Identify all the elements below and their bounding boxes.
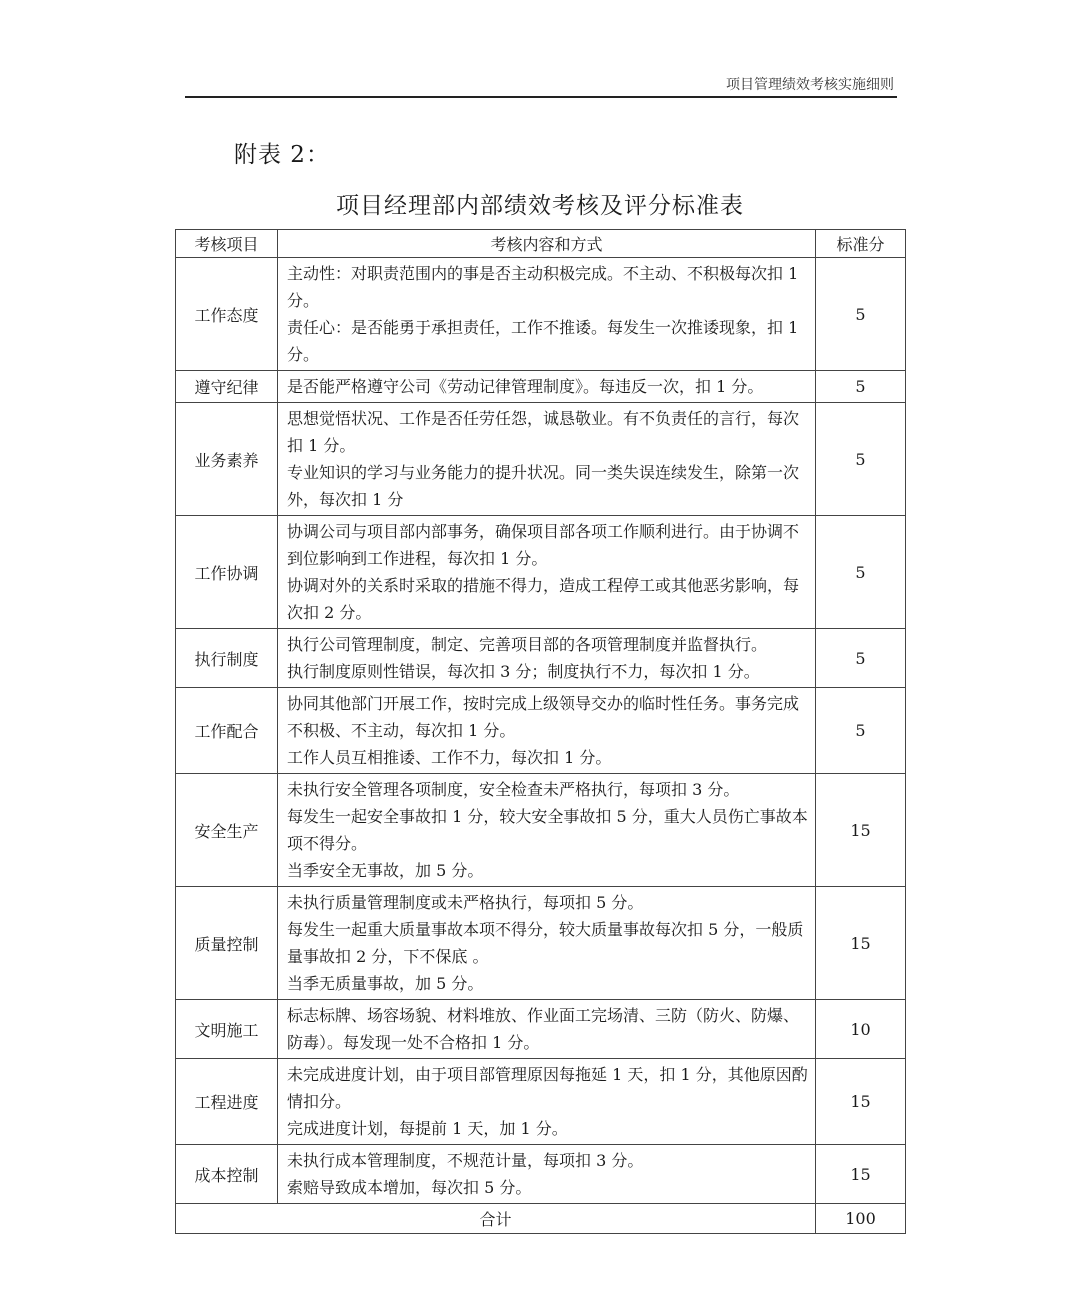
content-cell: 未执行安全管理各项制度，安全检查未严格执行，每项扣 3 分。 每发生一起安全事故扣 1 分，较大安全事故扣 5 分，重大人员伤亡事故本项不得分。 当季安全无事故，加 5 分。: [278, 774, 816, 887]
score-cell: 10: [816, 1000, 906, 1059]
header-rule: [185, 96, 897, 98]
item-cell: 文明施工: [176, 1000, 278, 1059]
content-cell: 是否能严格遵守公司《劳动记律管理制度》。每违反一次，扣 1 分。: [278, 371, 816, 403]
item-cell: 安全生产: [176, 774, 278, 887]
item-cell: 工作配合: [176, 688, 278, 774]
total-row: [176, 1204, 906, 1234]
table-row: [176, 1059, 906, 1145]
score-cell: 5: [816, 258, 906, 371]
table-row: [176, 516, 906, 629]
column-header-item: 考核项目: [176, 230, 278, 258]
content-cell: 标志标牌、场容场貌、材料堆放、作业面工完场清、三防（防火、防爆、防毒）。每发现一处不合格扣 1 分。: [278, 1000, 816, 1059]
table-row: [176, 1145, 906, 1204]
content-cell: 未完成进度计划，由于项目部管理原因每拖延 1 天，扣 1 分，其他原因酌情扣分。 完成进度计划，每提前 1 天，加 1 分。: [278, 1059, 816, 1145]
item-cell: 工程进度: [176, 1059, 278, 1145]
content-cell: 未执行质量管理制度或未严格执行，每项扣 5 分。 每发生一起重大质量事故本项不得分，较大质量事故每次扣 5 分，一般质量事故扣 2 分，下不保底 。 当季无质量事故，加 5 分。: [278, 887, 816, 1000]
score-cell: 15: [816, 887, 906, 1000]
item-cell: 业务素养: [176, 403, 278, 516]
total-label: 合计: [176, 1204, 816, 1234]
content-cell: 执行公司管理制度，制定、完善项目部的各项管理制度并监督执行。 执行制度原则性错误，每次扣 3 分；制度执行不力，每次扣 1 分。: [278, 629, 816, 688]
table-row: [176, 371, 906, 403]
column-header-score: 标准分: [816, 230, 906, 258]
item-cell: 工作态度: [176, 258, 278, 371]
running-header: 项目管理绩效考核实施细则: [726, 77, 894, 93]
score-cell: 15: [816, 1059, 906, 1145]
table-header-row: [176, 230, 906, 258]
content-cell: 协调公司与项目部内部事务，确保项目部各项工作顺利进行。由于协调不到位影响到工作进程，每次扣 1 分。 协调对外的关系时采取的措施不得力，造成工程停工或其他恶劣影响，每次扣 2 分。: [278, 516, 816, 629]
table-row: [176, 887, 906, 1000]
item-cell: 质量控制: [176, 887, 278, 1000]
content-cell: 思想觉悟状况、工作是否任劳任怨，诚恳敬业。有不负责任的言行，每次扣 1 分。 专业知识的学习与业务能力的提升状况。同一类失误连续发生，除第一次外，每次扣 1 分: [278, 403, 816, 516]
item-cell: 工作协调: [176, 516, 278, 629]
appendix-label: 附表 2：: [234, 142, 330, 168]
table-row: [176, 688, 906, 774]
table-row: [176, 629, 906, 688]
score-cell: 15: [816, 774, 906, 887]
score-cell: 5: [816, 516, 906, 629]
content-cell: 未执行成本管理制度，不规范计量，每项扣 3 分。 索赔导致成本增加，每次扣 5 分。: [278, 1145, 816, 1204]
score-cell: 5: [816, 629, 906, 688]
item-cell: 遵守纪律: [176, 371, 278, 403]
column-header-content: 考核内容和方式: [278, 230, 816, 258]
item-cell: 成本控制: [176, 1145, 278, 1204]
score-cell: 5: [816, 403, 906, 516]
score-cell: 5: [816, 371, 906, 403]
table-row: [176, 258, 906, 371]
content-cell: 协同其他部门开展工作，按时完成上级领导交办的临时性任务。事务完成不积极、不主动，每次扣 1 分。 工作人员互相推诿、工作不力，每次扣 1 分。: [278, 688, 816, 774]
table-row: [176, 1000, 906, 1059]
total-score: 100: [816, 1204, 906, 1234]
table-row: [176, 774, 906, 887]
content-cell: 主动性：对职责范围内的事是否主动积极完成。不主动、不积极每次扣 1 分。 责任心：是否能勇于承担责任，工作不推诿。每发生一次推诿现象，扣 1 分。: [278, 258, 816, 371]
scoring-table: [175, 229, 906, 1234]
score-cell: 15: [816, 1145, 906, 1204]
score-cell: 5: [816, 688, 906, 774]
item-cell: 执行制度: [176, 629, 278, 688]
table-title: 项目经理部内部绩效考核及评分标准表: [336, 193, 744, 219]
table-row: [176, 403, 906, 516]
